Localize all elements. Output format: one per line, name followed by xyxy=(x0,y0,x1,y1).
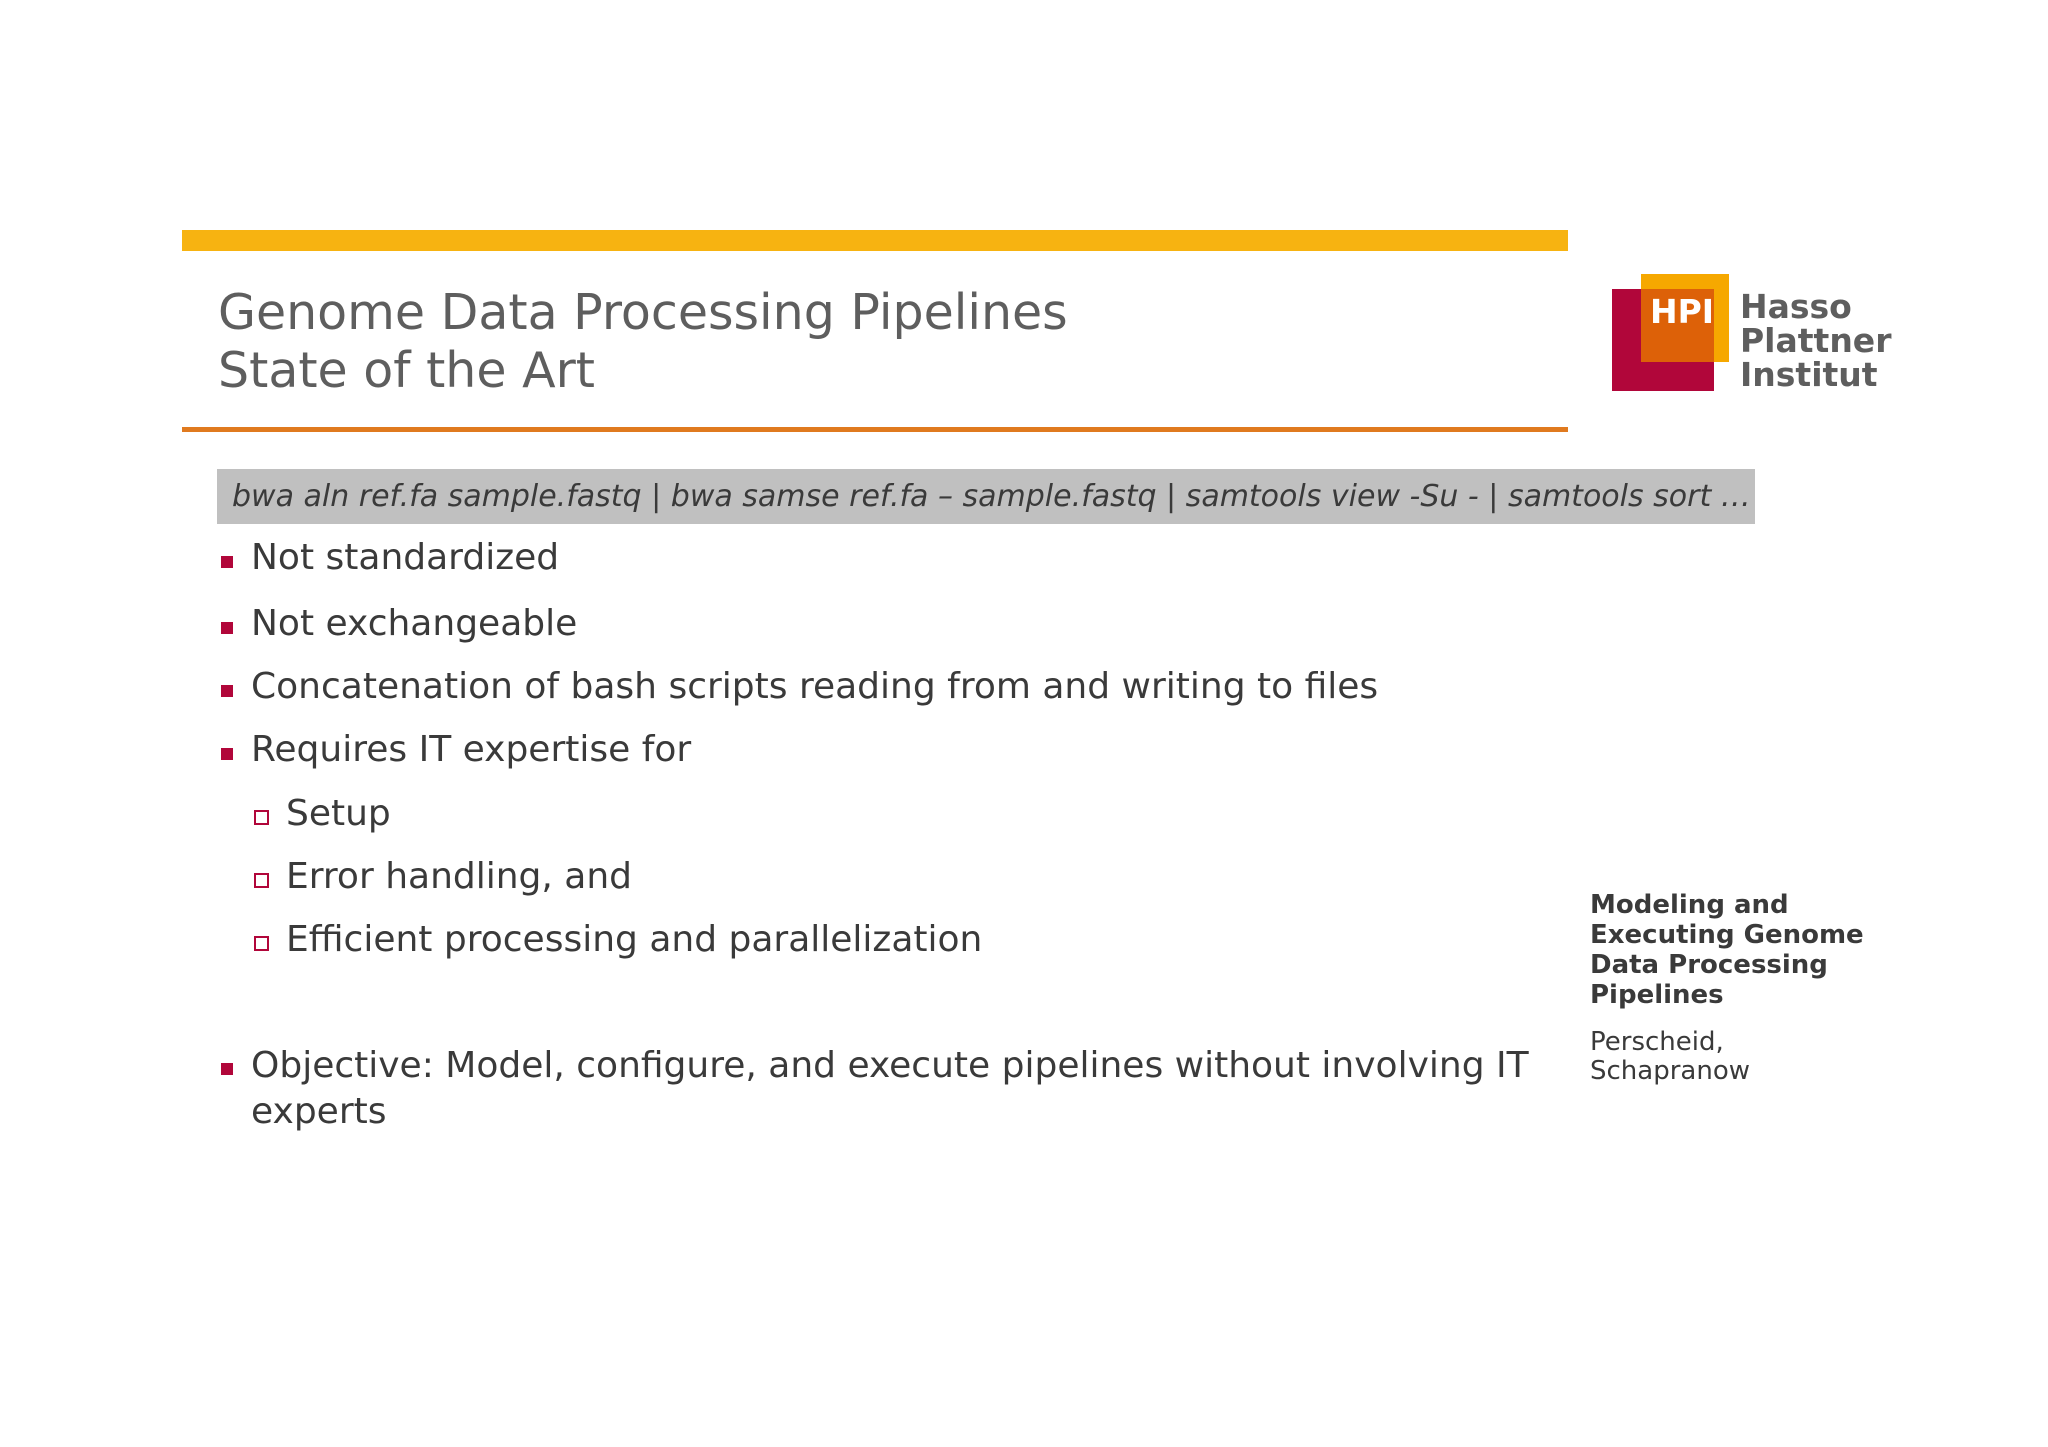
sidebar-title-line: Modeling and xyxy=(1590,890,1789,920)
title-underline-rule xyxy=(182,427,1568,432)
logo-abbrev: HPI xyxy=(1650,292,1715,331)
sub-bullet-marker xyxy=(254,936,269,951)
sidebar-title-line: Data Processing xyxy=(1590,950,1828,980)
bullet-marker xyxy=(221,748,233,760)
sidebar-talk-title xyxy=(1590,890,1864,1010)
sidebar-title-line: Executing Genome xyxy=(1590,920,1864,950)
command-box xyxy=(217,469,1755,524)
objective-line-1: Objective: Model, configure, and execute pipelines without involving IT xyxy=(251,1045,1529,1086)
bullet-requires-it-expertise: Requires IT expertise for xyxy=(251,729,692,770)
sub-bullet-marker xyxy=(254,810,269,825)
sidebar-author-line: Schapranow xyxy=(1590,1056,1750,1086)
sub-bullet-marker xyxy=(254,873,269,888)
sidebar-author-line: Perscheid, xyxy=(1590,1027,1724,1057)
logo-name-line-2: Plattner xyxy=(1740,321,1892,360)
bullet-marker xyxy=(221,685,233,697)
logo-name-line-1: Hasso xyxy=(1740,287,1852,326)
logo-name-line-3: Institut xyxy=(1740,355,1878,394)
sidebar-title-line: Pipelines xyxy=(1590,980,1724,1010)
bullet-concatenation: Concatenation of bash scripts reading from and writing to files xyxy=(251,666,1379,707)
slide-title-line-1: Genome Data Processing Pipelines xyxy=(218,284,1068,341)
bullet-not-exchangeable: Not exchangeable xyxy=(251,603,578,644)
top-accent-bar xyxy=(182,230,1568,251)
sub-bullet-error-handling: Error handling, and xyxy=(286,856,633,897)
objective-line-2: experts xyxy=(251,1091,387,1132)
logo-name xyxy=(1740,287,1892,394)
bullet-marker xyxy=(221,622,233,634)
sidebar-authors xyxy=(1590,1028,1750,1086)
hpi-logo xyxy=(1612,272,1892,397)
bullet-marker xyxy=(221,1063,233,1075)
bullet-not-standardized: Not standardized xyxy=(251,537,560,578)
slide-title-line-2: State of the Art xyxy=(218,342,595,399)
sub-bullet-efficient-processing: Efficient processing and parallelization xyxy=(286,919,983,960)
command-text: bwa aln ref.fa sample.fastq | bwa samse ref.fa – sample.fastq | samtools view -Su - | samtools sort … xyxy=(232,479,1751,514)
sub-bullet-setup: Setup xyxy=(286,793,391,834)
bullet-marker xyxy=(221,556,233,568)
